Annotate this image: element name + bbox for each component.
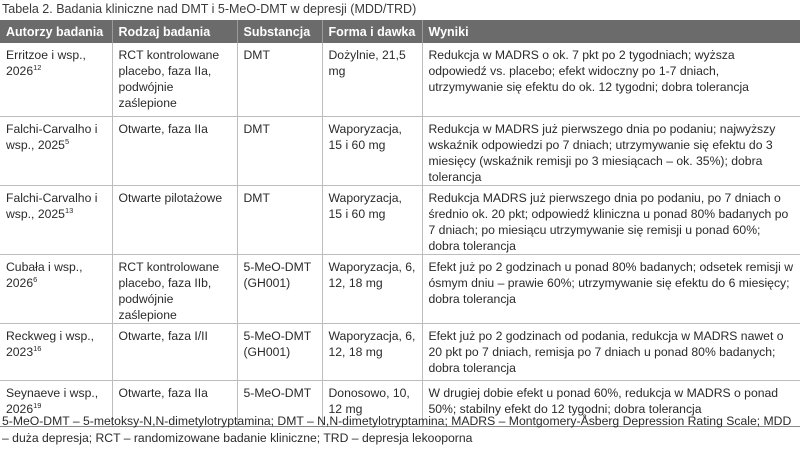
header-form-dose: Forma i dawka — [322, 20, 422, 43]
cell-authors — [0, 185, 112, 254]
cell-substance — [237, 185, 322, 254]
header-results: Wyniki — [422, 20, 800, 43]
cell-study-type-text: Otwarte, faza I/II — [118, 328, 208, 343]
cell-results — [422, 116, 800, 185]
cell-authors-text: Seynaeve i wsp., 2026 — [6, 385, 99, 416]
reference-number: 5 — [64, 136, 70, 146]
cell-results — [422, 254, 800, 323]
clinical-trials-table — [0, 20, 800, 427]
cell-results-text: Efekt już po 2 godzinach od podania, redukcja w MADRS nawet o 20 pkt po 7 dniach, remisja po 7 dniach u ponad 80% badanych; dobra tolerancja — [428, 328, 784, 375]
header-authors: Autorzy badania — [0, 20, 112, 43]
cell-substance-text: DMT — [243, 190, 270, 205]
cell-form-dose-text: Dożylnie, 21,5 mg — [328, 48, 406, 78]
table-row — [0, 323, 800, 380]
cell-authors-text: Erritzoe i wsp., 2026 — [6, 48, 86, 78]
cell-study-type — [112, 323, 237, 380]
cell-study-type-text: RCT kontrolowane placebo, faza IIa, podwójnie zaślepione — [118, 48, 220, 110]
reference-number: 16 — [33, 343, 42, 353]
cell-substance-text: 5-MeO-DMT (GH001) — [243, 259, 311, 290]
cell-authors — [0, 43, 112, 116]
cell-results — [422, 185, 800, 254]
cell-substance-text: DMT — [243, 121, 270, 136]
table-row — [0, 254, 800, 323]
cell-form-dose-text: Waporyzacja, 6, 12, 18 mg — [328, 259, 416, 290]
cell-results-text: W drugiej dobie efekt u ponad 60%, redukcja w MADRS o ponad 50%; stabilny efekt do 12 tygodni; dobra tolerancja — [428, 385, 779, 416]
cell-study-type — [112, 116, 237, 185]
cell-results-text: Redukcja MADRS już pierwszego dnia po podaniu, po 7 dniach o średnio ok. 20 pkt; odpowiedź kliniczna u ponad 80% badanych po 7 dniach; po miesiącu utrzymywanie się remisji u ponad 60%; dobra tolerancja — [428, 190, 789, 253]
cell-study-type — [112, 185, 237, 254]
cell-results-text: Redukcja w MADRS już pierwszego dnia po podaniu; najwyższy wskaźnik odpowiedzi po 7 dniach; utrzymywanie się efektu do 3 miesięcy (wskaźnik remisji po 3 miesiącach – ok. 35%); dobra tolerancja — [428, 121, 776, 184]
reference-number: 12 — [33, 63, 42, 72]
reference-number: 19 — [33, 400, 42, 410]
cell-results-text: Redukcja w MADRS o ok. 7 pkt po 2 tygodniach; wyższa odpowiedź vs. placebo; efekt widoczny po 1-7 dniach, utrzymywanie się efektu do ok. 12 tygodni; dobra tolerancja — [428, 48, 749, 94]
cell-authors-text: Cubała i wsp., 2026 — [6, 259, 83, 290]
table-row — [0, 43, 800, 116]
cell-results — [422, 43, 800, 116]
cell-study-type-text: Otwarte, faza IIa — [118, 385, 208, 400]
cell-authors — [0, 116, 112, 185]
cell-authors-text: Falchi-Carvalho i wsp., 2025 — [6, 190, 98, 221]
cell-form-dose — [322, 116, 422, 185]
table-row — [0, 185, 800, 254]
cell-study-type — [112, 43, 237, 116]
cell-study-type-text: RCT kontrolowane placebo, faza IIb, podwójnie zaślepione — [118, 259, 220, 322]
cell-form-dose — [322, 323, 422, 380]
cell-authors — [0, 323, 112, 380]
cell-substance — [237, 116, 322, 185]
cell-substance — [237, 323, 322, 380]
cell-authors — [0, 254, 112, 323]
cell-authors-text: Reckweg i wsp., 2023 — [6, 328, 95, 359]
cell-results — [422, 323, 800, 380]
cell-substance-text: 5-MeO-DMT (GH001) — [243, 328, 311, 359]
cell-form-dose-text: Donosowo, 10, 12 mg — [328, 385, 410, 416]
table-header-row — [0, 20, 800, 43]
table-row — [0, 116, 800, 185]
cell-substance-text: DMT — [243, 48, 270, 62]
cell-study-type — [112, 254, 237, 323]
cell-study-type-text: Otwarte pilotażowe — [118, 190, 223, 205]
header-substance: Substancja — [237, 20, 322, 43]
cell-form-dose — [322, 185, 422, 254]
cell-results-text: Efekt już po 2 godzinach u ponad 80% badanych; odsetek remisji w ósmym dniu – prawie 60%; utrzymywanie się efektu do 6 miesięcy; dobra tolerancja — [428, 259, 793, 306]
cell-substance — [237, 43, 322, 116]
cell-study-type-text: Otwarte, faza IIa — [118, 121, 208, 136]
cell-form-dose-text: Waporyzacja, 6, 12, 18 mg — [328, 328, 416, 359]
reference-number: 6 — [33, 274, 38, 284]
table-footnote: 5-MeO-DMT – 5-metoksy-N,N-dimetylotryptamina; DMT – N,N-dimetylotryptamina; MADRS – Montgomery-Åsberg Depression Rating Scale; MDD – duża depresja; RCT – randomizowane badanie kliniczne; TRD – depresja lekooporna — [2, 414, 792, 445]
cell-form-dose-text: Waporyzacja, 15 i 60 mg — [328, 190, 402, 221]
cell-substance-text: 5-MeO-DMT — [243, 385, 312, 400]
cell-form-dose — [322, 254, 422, 323]
reference-number: 13 — [64, 205, 74, 215]
cell-form-dose — [322, 43, 422, 116]
cell-form-dose-text: Waporyzacja, 15 i 60 mg — [328, 121, 402, 152]
header-study-type: Rodzaj badania — [112, 20, 237, 43]
table-caption: Tabela 2. Badania kliniczne nad DMT i 5-MeO-DMT w depresji (MDD/TRD) — [2, 2, 417, 16]
cell-substance — [237, 254, 322, 323]
cell-authors-text: Falchi-Carvalho i wsp., 2025 — [6, 121, 98, 152]
